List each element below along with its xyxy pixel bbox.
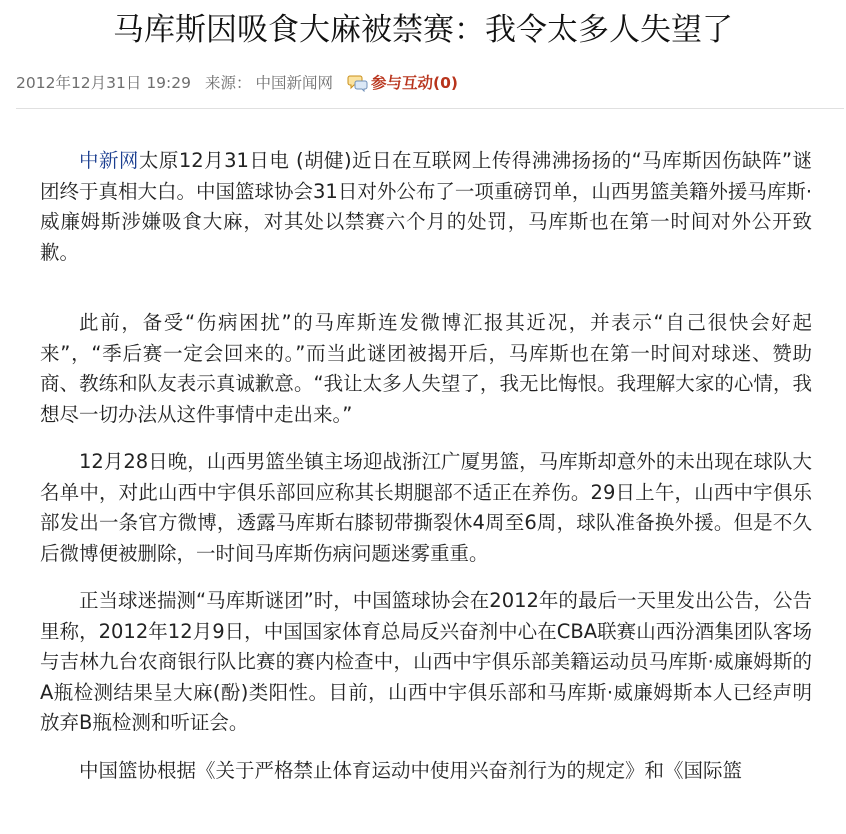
publish-datetime: 2012年12月31日 19:29 (16, 74, 191, 92)
paragraph-2: 此前，备受“伤病困扰”的马库斯连发微博汇报其近况，并表示“自己很快会好起来”，“季后赛一定会回来的。”而当此谜团被揭开后，马库斯也在第一时间对球迷、赞助商、教练和队友表示真诚歉意。“我让太多人失望了，我无比悔恨。我理解大家的心情，我想尽一切办法从这件事情中走出来。” (40, 311, 812, 426)
paragraph-4: 正当球迷揣测“马库斯谜团”时，中国篮球协会在2012年的最后一天里发出公告，公告里称，2012年12月9日，中国国家体育总局反兴奋剂中心在CBA联赛山西汾酒集团队客场与吉林九台农商银行队比赛的赛内检查中，山西中宇俱乐部美籍运动员马库斯·威廉姆斯的A瓶检测结果呈大麻(酚)类阳性。目前，山西中宇俱乐部和马库斯·威廉姆斯本人已经声明放弃B瓶检测和听证会。 (40, 589, 812, 734)
paragraph-3: 12月28日晚，山西男篮坐镇主场迎战浙江广厦男篮，马库斯却意外的未出现在球队大名单中，对此山西中宇俱乐部回应称其长期腿部不适正在养伤。29日上午，山西中宇俱乐部发出一条官方微博，透露马库斯右膝韧带撕裂休4周至6周，球队准备换外援。但是不久后微博便被删除，一时间马库斯伤病问题迷雾重重。 (40, 450, 812, 565)
speech-bubble-icon (347, 74, 369, 92)
comment-link[interactable] (347, 72, 458, 94)
article-title: 马库斯因吸食大麻被禁赛：我令太多人失望了 (113, 12, 733, 48)
article-body (40, 146, 812, 786)
dateline-source-link[interactable]: 中新网 (79, 149, 139, 172)
header-divider (16, 108, 844, 109)
comment-label: 参与互动 (371, 74, 434, 92)
comment-count: (0) (433, 74, 458, 92)
article-meta (16, 72, 458, 94)
paragraph-1: 中新网太原12月31日电 (胡健)近日在互联网上传得沸沸扬扬的“马库斯因伤缺阵”谜团终于真相大白。中国篮球协会31日对外公布了一项重磅罚单，山西男篮美籍外援马库斯·威廉姆斯涉嫌吸食大麻，对其处以禁赛六个月的处罚，马库斯也在第一时间对外公开致歉。 (40, 149, 813, 264)
paragraph-5: 中国篮协根据《关于严格禁止体育运动中使用兴奋剂行为的规定》和《国际篮 (79, 758, 743, 782)
source-name: 中国新闻网 (255, 74, 334, 92)
source-label: 来源： (205, 74, 252, 92)
